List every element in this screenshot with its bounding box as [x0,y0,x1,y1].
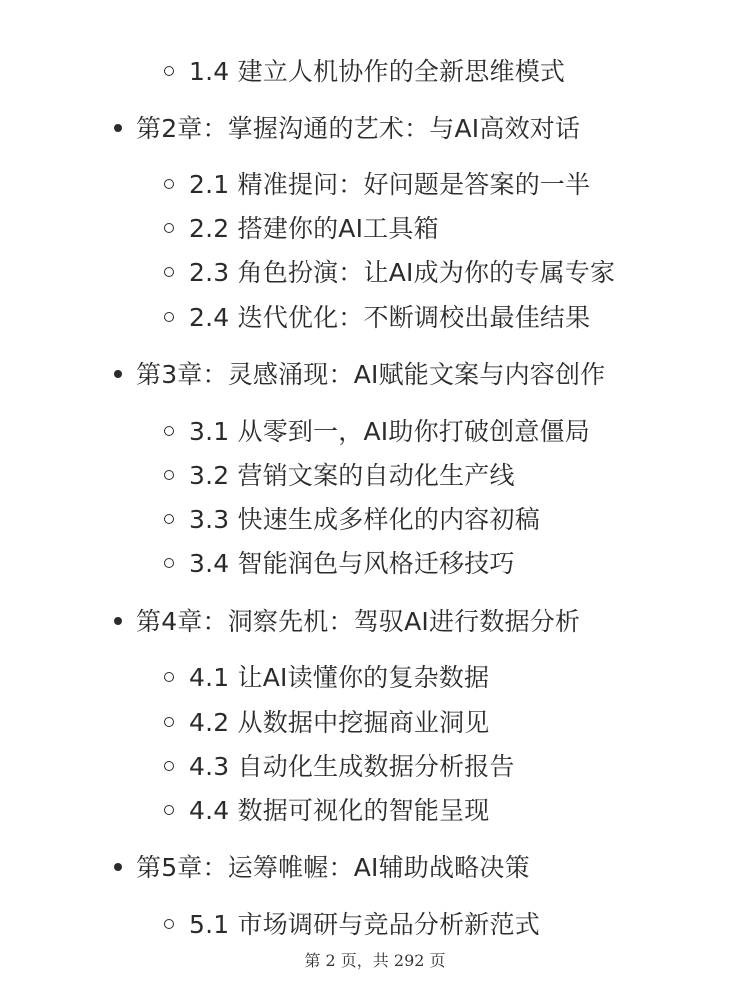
hollow-bullet-icon [164,805,174,815]
hollow-bullet-icon [164,312,174,322]
solid-bullet-icon [114,863,122,871]
hollow-bullet-icon [164,672,174,682]
hollow-bullet-icon [164,179,174,189]
toc-section-label: 4.1 让AI读懂你的复杂数据 [189,663,490,692]
toc-chapter-5[interactable] [136,852,530,883]
hollow-bullet-icon [164,470,174,480]
toc-section-2-1[interactable] [189,169,590,200]
toc-chapter-label: 第3章：灵感涌现：AI赋能文案与内容创作 [136,360,606,389]
toc-section-4-1[interactable] [189,662,489,693]
toc-chapter-label: 第2章：掌握沟通的艺术：与AI高效对话 [136,114,581,143]
hollow-bullet-icon [164,761,174,771]
toc-section-4-2[interactable] [189,707,490,738]
hollow-bullet-icon [164,717,174,727]
toc-section-4-3[interactable] [189,751,515,782]
solid-bullet-icon [114,370,122,378]
toc-section-label: 4.3 自动化生成数据分析报告 [189,752,515,781]
hollow-bullet-icon [164,558,174,568]
toc-section-label: 4.2 从数据中挖掘商业洞见 [189,708,490,737]
toc-section-label: 2.3 角色扮演：让AI成为你的专属专家 [189,258,616,287]
toc-section-2-3[interactable] [189,257,615,288]
toc-section-label: 4.4 数据可视化的智能呈现 [189,796,490,825]
solid-bullet-icon [114,124,122,132]
hollow-bullet-icon [164,514,174,524]
toc-section-2-2[interactable] [189,213,439,244]
toc-chapter-4[interactable] [136,606,580,637]
toc-section-label: 1.4 建立人机协作的全新思维模式 [189,57,566,86]
toc-section-label: 3.3 快速生成多样化的内容初稿 [189,505,540,534]
toc-section-label: 2.2 搭建你的AI工具箱 [189,214,439,243]
toc-chapter-2[interactable] [136,113,580,144]
toc-section-3-4[interactable] [189,548,515,579]
toc-section-4-4[interactable] [189,795,490,826]
toc-section-3-3[interactable] [189,504,540,535]
toc-section-label: 3.4 智能润色与风格迁移技巧 [189,549,515,578]
hollow-bullet-icon [164,267,174,277]
toc-section-5-1[interactable] [189,909,540,940]
page-number: 第 2 页，共 292 页 [304,951,446,970]
solid-bullet-icon [114,617,122,625]
toc-chapter-label: 第5章：运筹帷幄：AI辅助战略决策 [136,853,530,882]
toc-chapter-label: 第4章：洞察先机：驾驭AI进行数据分析 [136,607,581,636]
hollow-bullet-icon [164,223,174,233]
toc-section-label: 3.2 营销文案的自动化生产线 [189,461,515,490]
toc-section-3-2[interactable] [189,460,515,491]
hollow-bullet-icon [164,919,174,929]
hollow-bullet-icon [164,66,174,76]
toc-section-2-4[interactable] [189,302,590,333]
toc-section-label: 2.1 精准提问：好问题是答案的一半 [189,170,591,199]
toc-section-label: 3.1 从零到一，AI助你打破创意僵局 [189,417,590,446]
toc-section-label: 5.1 市场调研与竞品分析新范式 [189,910,540,939]
toc-chapter-3[interactable] [136,359,605,390]
toc-section-label: 2.4 迭代优化：不断调校出最佳结果 [189,303,591,332]
toc-section-1-4[interactable] [189,56,565,87]
toc-section-3-1[interactable] [189,416,590,447]
hollow-bullet-icon [164,426,174,436]
